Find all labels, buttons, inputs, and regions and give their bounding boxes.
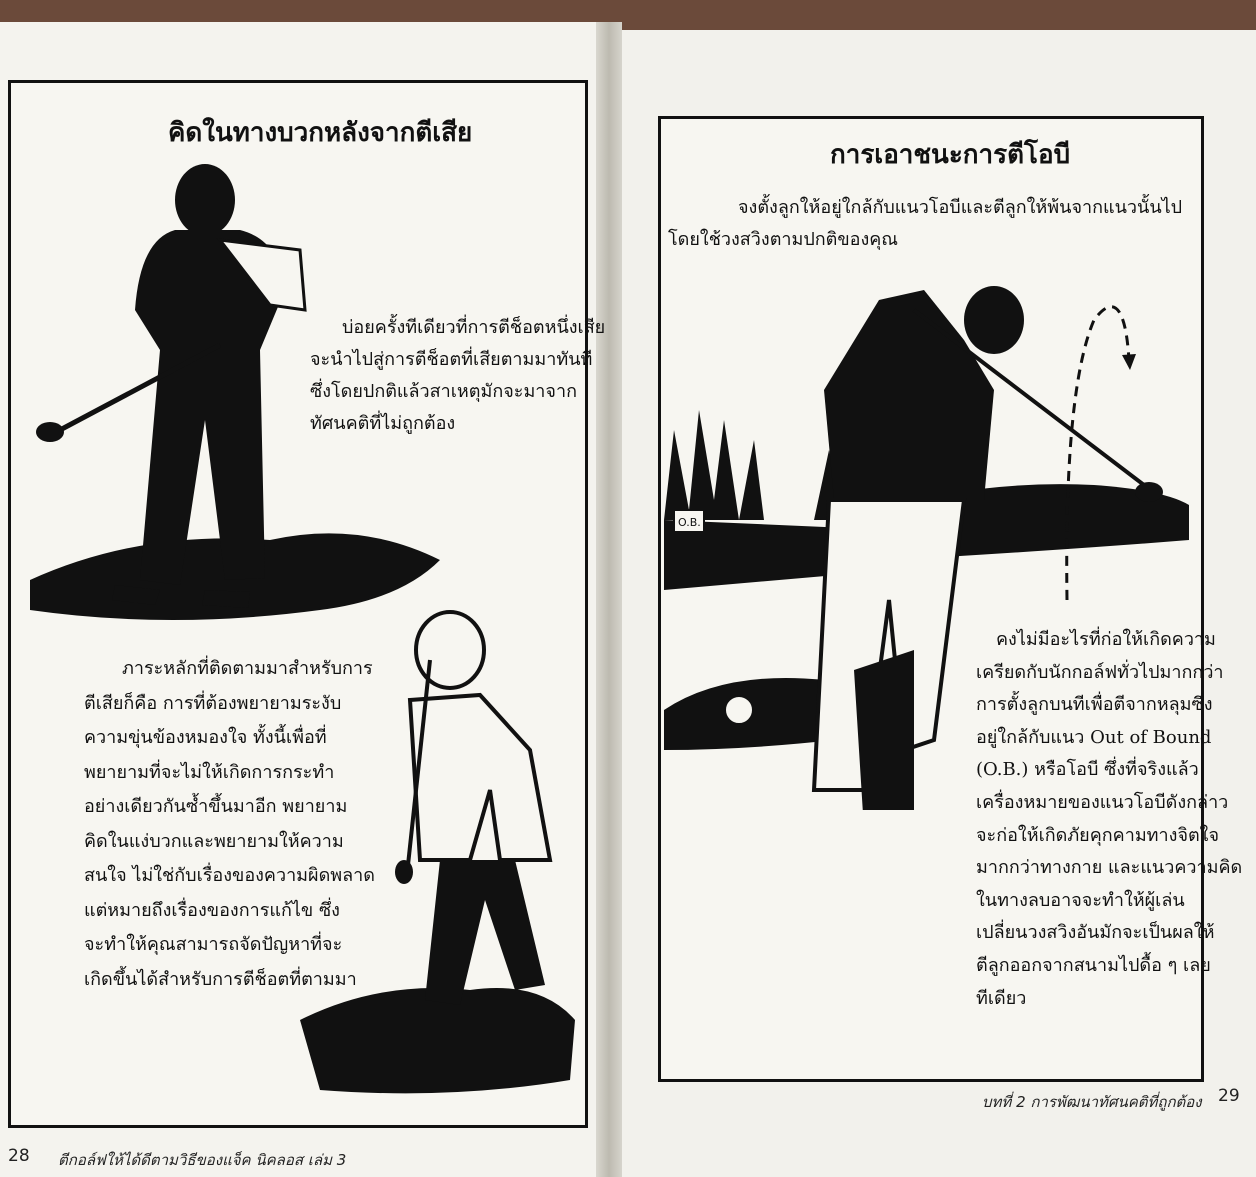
body-line: มากกว่าทางกาย และแนวความคิด (976, 857, 1243, 879)
body-line: พยายามที่จะไม่ให้เกิดการกระทำ (84, 761, 335, 783)
left-caption (310, 312, 605, 440)
body-line: แต่หมายถึงเรื่องของการแก้ไข ซึ่ง (84, 899, 340, 921)
book-gutter (596, 22, 622, 1177)
body-line: จะก่อให้เกิดภัยคุกคามทางจิตใจ (976, 824, 1220, 846)
left-page-number: 28 (8, 1146, 30, 1166)
caption-line: ทัศนคติที่ไม่ถูกต้อง (310, 413, 456, 434)
body-line: ตีลูกออกจากสนามไปดื้อ ๆ เลย (976, 954, 1211, 976)
caption-line: จะนำไปสู่การตีช็อตที่เสียตามมาทันที (310, 349, 593, 370)
left-page-title: คิดในทางบวกหลังจากตีเสีย (168, 118, 473, 148)
body-line: เกิดขึ้นได้สำหรับการตีช็อตที่ตามมา (84, 968, 357, 990)
right-intro-text (668, 192, 1182, 256)
right-body-text (976, 624, 1242, 1015)
body-line: ภาระหลักที่ติดตามมาสำหรับการ (122, 658, 373, 679)
body-line: เครื่องหมายของแนวโอบีดังกล่าว (976, 791, 1229, 813)
body-line: คิดในแง่บวกและพยายามให้ความ (84, 830, 344, 852)
caption-line: บ่อยครั้งทีเดียวที่การตีช็อตหนึ่งเสีย (342, 317, 606, 338)
right-page-footer: บทที่ 2 การพัฒนาทัศนคติที่ถูกต้อง (982, 1093, 1202, 1111)
body-line: อย่างเดียวกันซ้ำขึ้นมาอีก พยายาม (84, 796, 348, 817)
body-line: (O.B.) หรือโอบี ซึ่งที่จริงแล้ว (976, 759, 1199, 781)
intro-line: โดยใช้วงสวิงตามปกติของคุณ (668, 229, 899, 250)
body-line: เปลี่ยนวงสวิงอันมักจะเป็นผลให้ (976, 922, 1215, 944)
body-line: ความขุ่นข้องหมองใจ ทั้งนี้เพื่อที่ (84, 727, 327, 748)
body-line: ตีเสียก็คือ การที่ต้องพยายามระงับ (84, 692, 342, 714)
body-line: อยู่ใกล้กับแนว Out of Bound (976, 726, 1212, 748)
body-line: การตั้งลูกบนทีเพื่อตีจากหลุมซึ่ง (976, 694, 1213, 716)
body-line: เครียดกับนักกอล์ฟทั่วไปมากกว่า (976, 661, 1224, 683)
left-page-footer: ตีกอล์ฟให้ได้ดีตามวิธีของแจ็ค นิคลอส เล่ม 3 (58, 1151, 347, 1169)
body-line: จะทำให้คุณสามารถจัดปัญหาที่จะ (84, 934, 343, 955)
body-line: ทีเดียว (976, 987, 1027, 1009)
left-body-text (84, 652, 375, 997)
body-line: ในทางลบอาจจะทำให้ผู้เล่น (976, 889, 1185, 911)
ob-sign-text: O.B. (678, 516, 701, 529)
intro-line: จงตั้งลูกให้อยู่ใกล้กับแนวโอบีและตีลูกให้พ้นจากแนวนั้นไป (738, 197, 1183, 218)
right-page-number: 29 (1218, 1086, 1240, 1106)
body-line: คงไม่มีอะไรที่ก่อให้เกิดความ (996, 629, 1216, 650)
caption-line: ซึ่งโดยปกติแล้วสาเหตุมักจะมาจาก (310, 381, 577, 402)
right-page-title: การเอาชนะการตีโอบี (830, 140, 1071, 170)
body-line: สนใจ ไม่ใช่กับเรื่องของความผิดพลาด (84, 865, 375, 886)
